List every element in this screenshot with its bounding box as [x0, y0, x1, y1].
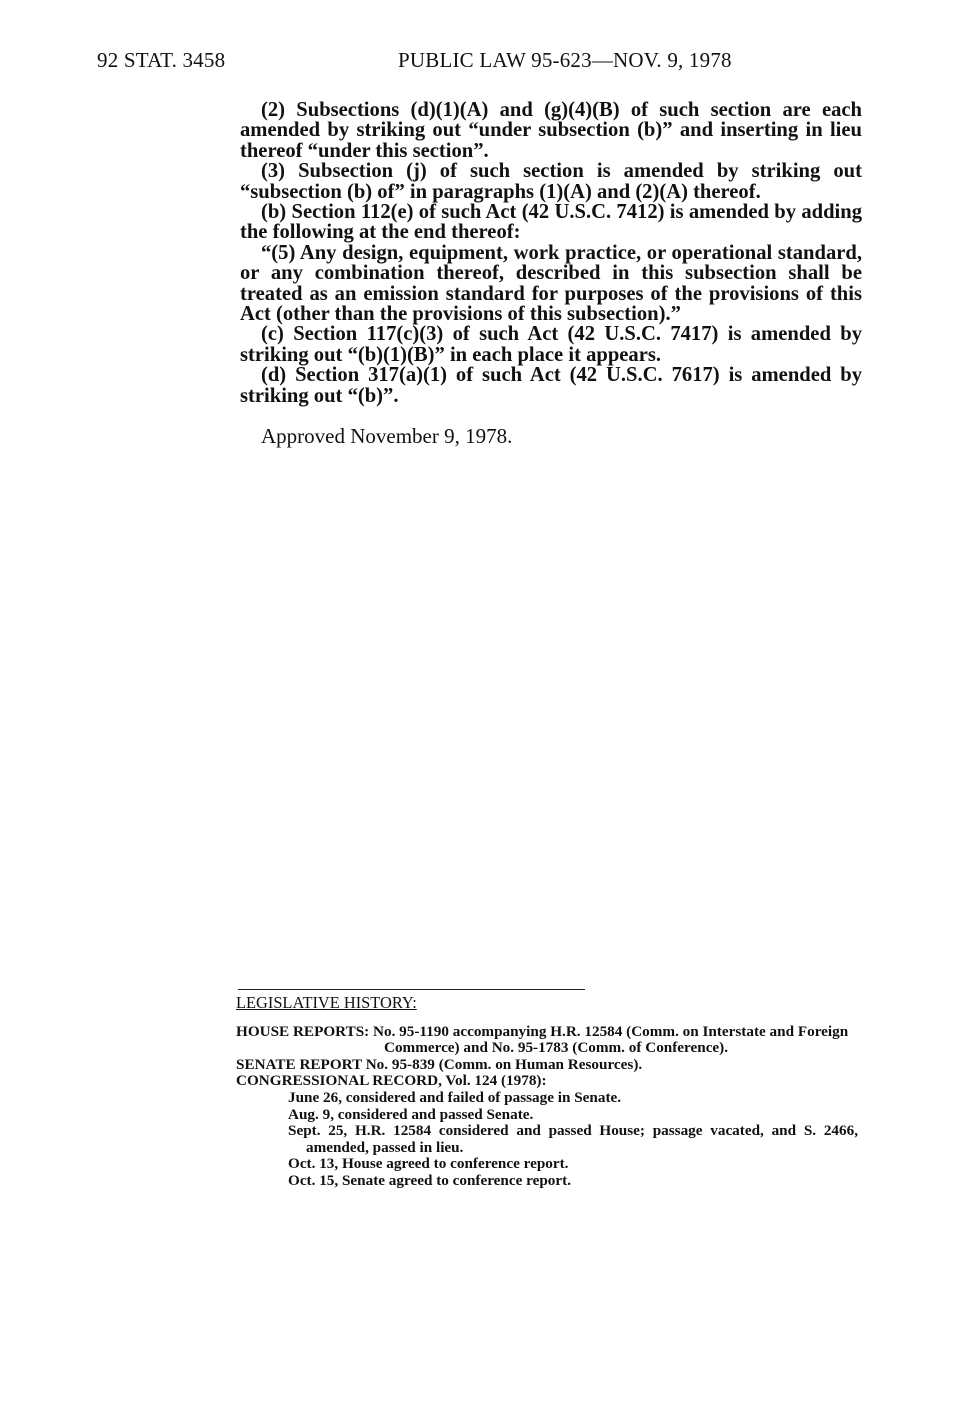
page-running-head: PUBLIC LAW 95-623—NOV. 9, 1978: [398, 48, 732, 72]
record-entry: Sept. 25, H.R. 12584 considered and passed House; passage vacated, and S. 2466, amended, passed in lieu.: [288, 1122, 858, 1156]
record-entry: June 26, considered and failed of passage in Senate.: [288, 1088, 622, 1106]
record-entry: Oct. 13, House agreed to conference report.: [288, 1155, 569, 1173]
approval-date: Approved November 9, 1978.: [261, 424, 513, 448]
congressional-record: CONGRESSIONAL RECORD, Vol. 124 (1978):: [236, 1072, 547, 1090]
divider-rule: [238, 989, 585, 990]
paragraph-subsection-2: (2) Subsections (d)(1)(A) and (g)(4)(B) of such section are each amended by striking out “under subsection (b)” and inserting in lieu thereof “under this section”.: [240, 99, 862, 162]
senate-report: SENATE REPORT No. 95-839 (Comm. on Human Resources).: [236, 1055, 643, 1073]
legislative-history-title: LEGISLATIVE HISTORY:: [236, 993, 417, 1012]
record-entry: Oct. 15, Senate agreed to conference report.: [288, 1171, 571, 1189]
paragraph-section-d: (d) Section 317(a)(1) of such Act (42 U.S.C. 7617) is amended by striking out “(b)”.: [240, 364, 862, 407]
paragraph-section-b: (b) Section 112(e) of such Act (42 U.S.C. 7412) is amended by adding the following at the end thereof:: [240, 201, 862, 244]
legislative-history: [236, 995, 858, 1190]
house-reports: HOUSE REPORTS: No. 95-1190 accompanying H.R. 12584 (Comm. on Interstate and Foreign Commerce) and No. 95-1783 (Comm. of Conference).: [236, 1022, 849, 1057]
page-citation: 92 STAT. 3458: [97, 48, 226, 72]
record-entry: Aug. 9, considered and passed Senate.: [288, 1105, 534, 1123]
paragraph-quoted-5: “(5) Any design, equipment, work practice, or operational standard, or any combination thereof, described in this subsection shall be treated as an emission standard for purposes of the provisions of this Act (other than the provisions of this subsection).”: [240, 241, 862, 326]
paragraph-subsection-3: (3) Subsection (j) of such section is amended by striking out “subsection (b) of” in paragraphs (1)(A) and (2)(A) thereof.: [240, 160, 862, 203]
paragraph-section-c: (c) Section 117(c)(3) of such Act (42 U.S.C. 7417) is amended by striking out “(b)(1)(B)” in each place it appears.: [240, 323, 862, 366]
statute-body: [240, 100, 862, 406]
